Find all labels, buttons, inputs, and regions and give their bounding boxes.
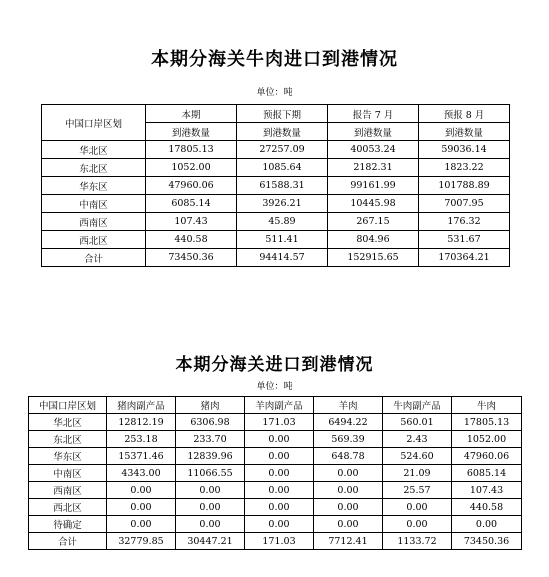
value-cell: 0.00 xyxy=(314,516,383,533)
region-cell: 合计 xyxy=(42,249,146,267)
value-cell: 101788.89 xyxy=(419,177,510,195)
meat-import-by-customs-table xyxy=(28,396,522,550)
value-cell: 648.78 xyxy=(314,448,383,465)
region-cell: 中南区 xyxy=(29,465,107,482)
table-header xyxy=(29,397,522,414)
column-header-mutton-byproducts: 羊肉副产品 xyxy=(245,397,314,414)
value-cell: 0.00 xyxy=(245,499,314,516)
value-cell: 524.60 xyxy=(383,448,452,465)
region-cell: 华东区 xyxy=(42,177,146,195)
table-row xyxy=(42,195,510,213)
table-row xyxy=(29,448,522,465)
column-subheader-arrival-quantity: 到港数量 xyxy=(146,123,237,141)
value-cell: 511.41 xyxy=(237,231,328,249)
table-body xyxy=(42,141,510,267)
value-cell: 12812.19 xyxy=(107,414,176,431)
value-cell: 569.39 xyxy=(314,431,383,448)
value-cell: 6306.98 xyxy=(176,414,245,431)
table-row xyxy=(42,177,510,195)
region-cell: 东北区 xyxy=(29,431,107,448)
value-cell: 804.96 xyxy=(328,231,419,249)
region-cell: 合计 xyxy=(29,533,107,550)
table-row xyxy=(29,482,522,499)
region-cell: 西南区 xyxy=(42,213,146,231)
value-cell: 0.00 xyxy=(314,499,383,516)
value-cell: 0.00 xyxy=(107,499,176,516)
region-cell: 中南区 xyxy=(42,195,146,213)
value-cell: 25.57 xyxy=(383,482,452,499)
table-row xyxy=(29,533,522,550)
value-cell: 1133.72 xyxy=(383,533,452,550)
value-cell: 1052.00 xyxy=(146,159,237,177)
value-cell: 1823.22 xyxy=(419,159,510,177)
value-cell: 1052.00 xyxy=(452,431,522,448)
value-cell: 0.00 xyxy=(452,516,522,533)
value-cell: 30447.21 xyxy=(176,533,245,550)
column-subheader-arrival-quantity: 到港数量 xyxy=(419,123,510,141)
value-cell: 152915.65 xyxy=(328,249,419,267)
region-cell: 华北区 xyxy=(42,141,146,159)
beef-import-unit-label: 单位：吨 xyxy=(256,88,293,98)
table-row xyxy=(29,516,522,533)
value-cell: 170364.21 xyxy=(419,249,510,267)
column-header-forecast-august: 预报 8 月 xyxy=(419,105,510,123)
value-cell: 4343.00 xyxy=(107,465,176,482)
region-column-header: 中国口岸区划 xyxy=(42,105,146,141)
value-cell: 47960.06 xyxy=(146,177,237,195)
value-cell: 107.43 xyxy=(146,213,237,231)
value-cell: 0.00 xyxy=(314,465,383,482)
region-cell: 待确定 xyxy=(29,516,107,533)
value-cell: 0.00 xyxy=(245,448,314,465)
value-cell: 17805.13 xyxy=(146,141,237,159)
table-row xyxy=(42,231,510,249)
table-body xyxy=(29,414,522,550)
value-cell: 171.03 xyxy=(245,414,314,431)
value-cell: 7712.41 xyxy=(314,533,383,550)
value-cell: 440.58 xyxy=(146,231,237,249)
value-cell: 171.03 xyxy=(245,533,314,550)
region-column-header: 中国口岸区划 xyxy=(29,397,107,414)
value-cell: 6494.22 xyxy=(314,414,383,431)
region-cell: 华北区 xyxy=(29,414,107,431)
value-cell: 0.00 xyxy=(107,516,176,533)
value-cell: 6085.14 xyxy=(452,465,522,482)
value-cell: 440.58 xyxy=(452,499,522,516)
value-cell: 2.43 xyxy=(383,431,452,448)
value-cell: 7007.95 xyxy=(419,195,510,213)
value-cell: 6085.14 xyxy=(146,195,237,213)
value-cell: 21.09 xyxy=(383,465,452,482)
column-subheader-arrival-quantity: 到港数量 xyxy=(328,123,419,141)
value-cell: 40053.24 xyxy=(328,141,419,159)
value-cell: 15371.46 xyxy=(107,448,176,465)
value-cell: 0.00 xyxy=(176,499,245,516)
beef-import-table-title: 本期分海关牛肉进口到港情况 xyxy=(151,49,398,70)
value-cell: 47960.06 xyxy=(452,448,522,465)
table-header xyxy=(42,105,510,141)
column-header-forecast-next-period: 预报下期 xyxy=(237,105,328,123)
column-header-mutton: 羊肉 xyxy=(314,397,383,414)
column-header-report-july: 报告 7 月 xyxy=(328,105,419,123)
table-row xyxy=(42,213,510,231)
value-cell: 2182.31 xyxy=(328,159,419,177)
column-header-beef: 牛肉 xyxy=(452,397,522,414)
value-cell: 0.00 xyxy=(245,431,314,448)
value-cell: 59036.14 xyxy=(419,141,510,159)
value-cell: 12839.96 xyxy=(176,448,245,465)
value-cell: 0.00 xyxy=(245,482,314,499)
value-cell: 253.18 xyxy=(107,431,176,448)
value-cell: 45.89 xyxy=(237,213,328,231)
value-cell: 0.00 xyxy=(383,499,452,516)
value-cell: 0.00 xyxy=(245,465,314,482)
value-cell: 73450.36 xyxy=(146,249,237,267)
value-cell: 0.00 xyxy=(383,516,452,533)
value-cell: 0.00 xyxy=(245,516,314,533)
value-cell: 0.00 xyxy=(314,482,383,499)
value-cell: 1085.64 xyxy=(237,159,328,177)
value-cell: 176.32 xyxy=(419,213,510,231)
table-row xyxy=(42,141,510,159)
value-cell: 61588.31 xyxy=(237,177,328,195)
table-row xyxy=(42,249,510,267)
value-cell: 0.00 xyxy=(176,516,245,533)
value-cell: 73450.36 xyxy=(452,533,522,550)
region-cell: 西北区 xyxy=(29,499,107,516)
meat-import-unit-label: 单位：吨 xyxy=(256,382,293,392)
meat-import-table-title: 本期分海关进口到港情况 xyxy=(175,355,374,375)
value-cell: 0.00 xyxy=(107,482,176,499)
table-row xyxy=(42,159,510,177)
table-row xyxy=(29,431,522,448)
value-cell: 267.15 xyxy=(328,213,419,231)
table-row xyxy=(29,499,522,516)
table-row xyxy=(29,414,522,431)
value-cell: 0.00 xyxy=(176,482,245,499)
value-cell: 107.43 xyxy=(452,482,522,499)
value-cell: 11066.55 xyxy=(176,465,245,482)
region-cell: 华东区 xyxy=(29,448,107,465)
column-header-beef-byproducts: 牛肉副产品 xyxy=(383,397,452,414)
value-cell: 3926.21 xyxy=(237,195,328,213)
region-cell: 西北区 xyxy=(42,231,146,249)
value-cell: 32779.85 xyxy=(107,533,176,550)
value-cell: 94414.57 xyxy=(237,249,328,267)
column-header-pork: 猪肉 xyxy=(176,397,245,414)
value-cell: 99161.99 xyxy=(328,177,419,195)
column-header-pork-byproducts: 猪肉副产品 xyxy=(107,397,176,414)
value-cell: 560.01 xyxy=(383,414,452,431)
value-cell: 233.70 xyxy=(176,431,245,448)
region-cell: 东北区 xyxy=(42,159,146,177)
value-cell: 531.67 xyxy=(419,231,510,249)
table-row xyxy=(29,465,522,482)
value-cell: 27257.09 xyxy=(237,141,328,159)
value-cell: 10445.98 xyxy=(328,195,419,213)
region-cell: 西南区 xyxy=(29,482,107,499)
value-cell: 17805.13 xyxy=(452,414,522,431)
column-subheader-arrival-quantity: 到港数量 xyxy=(237,123,328,141)
beef-import-by-customs-table xyxy=(41,104,510,267)
column-header-current-period: 本期 xyxy=(146,105,237,123)
